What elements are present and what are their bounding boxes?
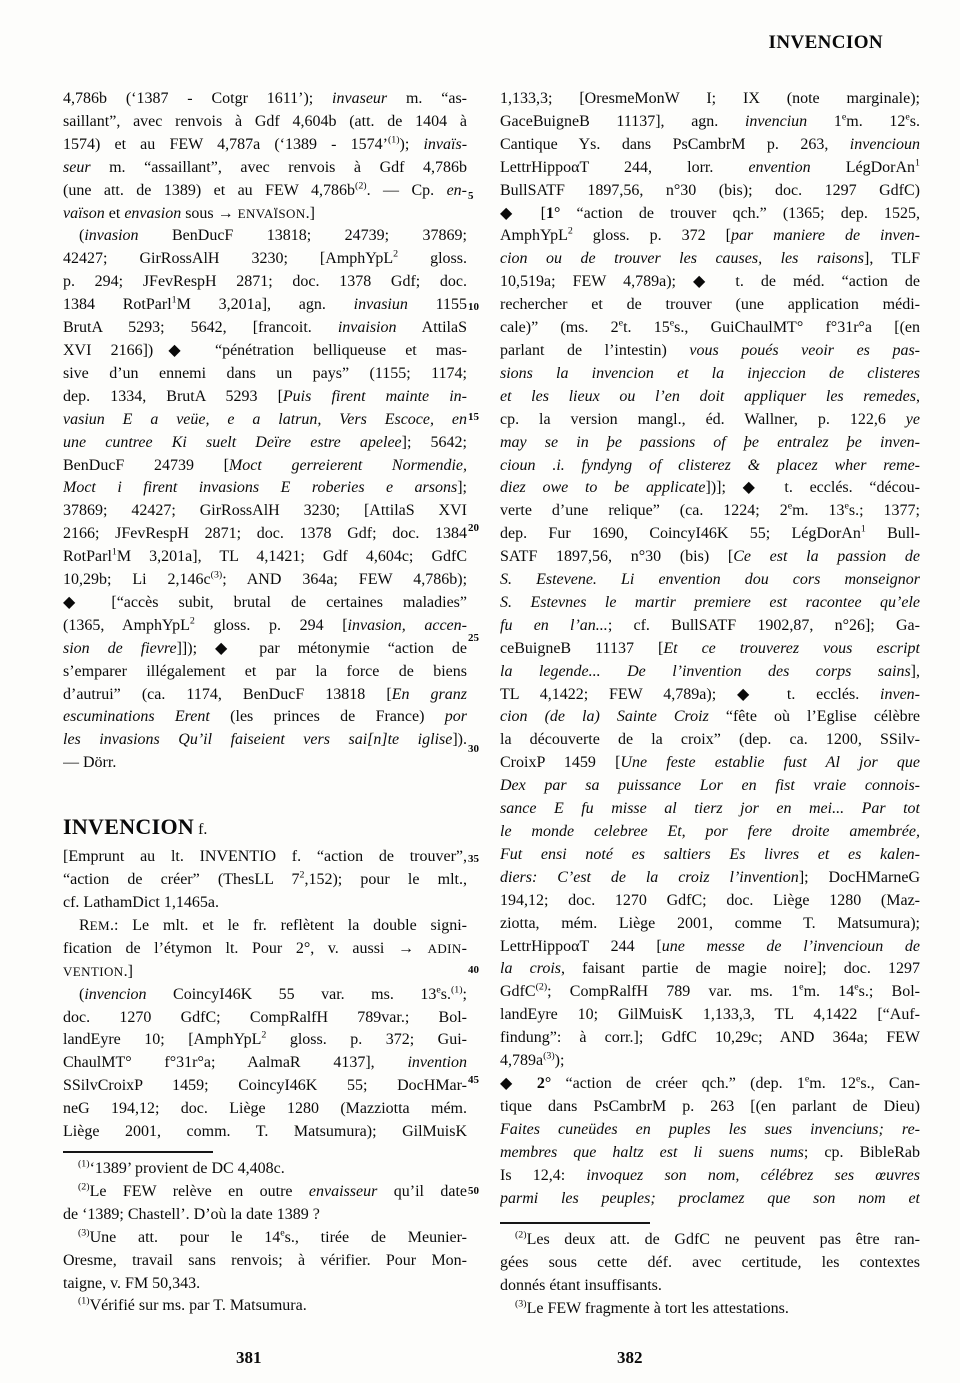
entry-headword (63, 813, 467, 843)
text-line: le monde celebree Et, por fere droite amembrée, (500, 823, 920, 840)
footnote (63, 1158, 467, 1181)
footnote (500, 1298, 920, 1321)
text-line: parlant de l’intestin) vous poués veoir es pas- (500, 341, 920, 359)
text-line: may se in þe passions of þe entralez þe inven- (500, 433, 920, 451)
page-number-left: 381 (236, 1348, 262, 1367)
paragraph (63, 915, 467, 984)
text-line: rechercher et de trouver (une application médi- (500, 296, 920, 314)
text-line: ◆ 2° “action de créer qch.” (dep. 1em. 12es., Can- (500, 1073, 920, 1092)
text-line: diez owe to be applicate])]; ◆ t. ecclés. “décou- (500, 479, 920, 497)
text-line: fu en l’an...; cf. BullSATF 1902,87, n°26]; Ga- (500, 616, 920, 634)
text-line: les invasions Qu’il faiseient vers sai[n]te iglise]). (63, 731, 467, 749)
text-line: 1384 RotParl$^1$M 3,201a], agn. invasiun 1155 (63, 294, 467, 314)
text-line: GdfC$^{(2)}$; CompRalfH 789 var. ms. 1em. 14es.; Bol- (500, 982, 920, 1001)
footnote (500, 1229, 920, 1298)
text-line: une cuntree Ki suelt Deïre estre apelee]; 5642; (63, 433, 467, 451)
text-line: — Dörr. (63, 754, 117, 772)
text-line: 4,786b (‘1387 - Cotgr 1611’); invaseur m. “as- (63, 90, 467, 107)
footnote (63, 1227, 467, 1296)
paragraph (63, 88, 467, 225)
text-line: 10,29b; Li $2,146c^{(3)}$; AND 364a; FEW 4,786b); (63, 569, 467, 589)
text-line: ceBuigneB 11137 [Et ce trouverez vous escript (500, 639, 920, 657)
text-line: XVI 2166])◆ “pénétration belliqueuse et mas- (63, 341, 467, 359)
text-line: doc. 1270 GdfC; CompRalfH 789var.; Bol- (63, 1008, 467, 1026)
text-line: de ‘1389; Chastell’. D’où la date 1389 ? (63, 1205, 320, 1223)
text-line: (invasion BenDucF 13818; 24739; 37869; (79, 227, 467, 245)
line-number: 5 (468, 190, 474, 202)
text-line: cf. LathamDict 1,1465a. (63, 894, 219, 911)
paragraph (63, 984, 467, 1144)
text-line: Oresme, travail sans renvois; à vérifier. Pour Mon- (63, 1251, 467, 1269)
text-line: BullSATF 1897,56, n°30 (bis); doc. 1297 GdfC) (500, 181, 920, 199)
line-number: 40 (468, 963, 479, 976)
text-line: 42427; GirRossAlH 3230; [AmphYpL$^2$ gloss. (63, 249, 467, 268)
text-line: tique dans PsCambrM p. 263 [(en parlant de Dieu) (500, 1097, 920, 1115)
footnote-rule (500, 1222, 650, 1224)
text-line: et les lieux ou l’en doit appliquer les remedes, (500, 387, 920, 405)
text-line: $^{(1)}$Vérifié sur ms. par T. Matsumura. (78, 1296, 307, 1315)
text-line: s’emparer illégalement et par la force de biens (63, 662, 467, 680)
text-line: gées sous cette déf. avec certitude, les contextes (500, 1253, 920, 1271)
text-line: VENTION.] (63, 962, 133, 980)
text-line: landEyre 10; [AmphYpL$^2$ gloss. p. 372; Gui- (63, 1030, 467, 1049)
text-line: 1,133,3; [OresmeMonW I; IX (note marginale); (500, 90, 920, 107)
paragraph (63, 225, 467, 775)
text-line: $4,789a^{(3)}$); (500, 1050, 565, 1070)
text-line: sive d’un ennemi dans un pays” (1155; 1174; (63, 364, 467, 382)
text-line: Fut ensi noté es saltiers Es livres et es kalen- (500, 845, 920, 863)
text-line: RotParl$^1$M 3,201a], TL 4,1421; Gdf 4,604c; GdfC (63, 546, 467, 566)
text-line: la découverte de la croix” (dep. ca. 1200, SSilv- (500, 731, 920, 749)
paragraph (500, 88, 920, 1073)
gutter-line-numbers (468, 0, 492, 1383)
text-line: Dex par sa puissance Lor en fist vraie connois- (500, 777, 920, 795)
text-line: p. 294; JFevRespH 2871; doc. 1378 Gdf; doc. (63, 273, 467, 291)
text-line: (invencion CoincyI46K 55 var. ms. 13es.$^{(1)}$; (79, 984, 467, 1003)
text-line: sion de fievre]]); ◆ par métonymie “action de (63, 639, 467, 657)
text-line: findung”: à corr.]; GdfC 10,29c; AND 364a; FEW (500, 1029, 920, 1047)
footnote (63, 1295, 467, 1318)
text-line: $^{(3)}$Le FEW fragmente à tort les attestations. (515, 1298, 789, 1317)
line-number: 20 (468, 521, 479, 534)
text-line: diers: C’est de la croiz l’invention]; DocHMarneG (500, 868, 920, 886)
text-line: cion (de la) Sainte Croiz “fête où l’Eglise célèbre (500, 708, 920, 726)
part-of-speech: f. (194, 821, 208, 839)
text-line: dep. 1334, BrutA 5293 [Puis firent mainte in- (63, 387, 467, 405)
text-line: $^{(1)}$‘1389’ provient de DC 4,408c. (78, 1158, 285, 1177)
text-line: Is 12,4: invoquez son nom, célébrez ses œuvres (500, 1166, 920, 1184)
paragraph (500, 1073, 920, 1210)
text-line: S. Estevnes le martir premiere est racontee qu’ele (500, 593, 920, 611)
text-line: fication de l’étymon lt. Pour 2°, v. aussi → ADIN- (63, 939, 467, 957)
text-line: ◆ [1° “action de trouver qch.” (1365; dep. 1525, (500, 204, 920, 222)
text-line: membres que haltz est li suens nums; cp. BibleRab (500, 1143, 920, 1161)
text-line: Moct i firent invasions E roberies e arsons]; (63, 479, 467, 497)
text-line: BenDucF 24739 [Moct gerreierent Normendie, (63, 456, 467, 474)
footnote-rule (63, 1151, 213, 1153)
text-line: [Emprunt au lt. INVENTIO f. “action de trouver”, (63, 848, 467, 866)
text-line: Liège 2001, comm. T. Matsumura); GilMuisK (63, 1123, 467, 1141)
text-line: sions la invencion et la injeccion de clisteres (500, 364, 920, 382)
text-line: 37869; 42427; GirRossAlH 3230; [AttilaS XVI (63, 502, 467, 520)
footnotes-section (63, 1151, 467, 1318)
text-line: 10,519a; FEW 4,789a); ◆ t. de méd. “action de (500, 273, 920, 291)
text-line: vasiun E a veüe, e a latrun, Vers Escoce, en (63, 410, 467, 428)
text-line: verte d’une relique” (ca. 1224; 2em. 13es.; 1377; (500, 500, 920, 520)
text-line: cion ou de trouver les causes, les raisons], TLF (500, 250, 920, 268)
text-line: Faites cuneüdes en puples les sues invenciuns; re- (500, 1120, 920, 1138)
text-line: (1365, AmphYpL$^2$ gloss. p. 294 [invasion, accen- (63, 615, 467, 634)
running-head: INVENCION (768, 32, 883, 53)
text-line: landEyre 10; GilMuisK 1,133,3, TL 4,1422 [“Auf- (500, 1006, 920, 1024)
text-line: seur m. “assaillant”, avec renvois à Gdf 4,786b (63, 158, 467, 176)
text-line: cioun .i. fyndyng of clisterez & placez wher reme- (500, 456, 920, 474)
line-number: 15 (468, 411, 479, 423)
text-line: la legende... De l’invention des corps sains], (500, 662, 920, 680)
right-column (500, 88, 920, 1383)
text-line: ChaulMT° f°31r°a; AalmaR 4137], invention (63, 1054, 467, 1072)
text-line: 194,12; doc. 1270 GdfC; doc. Liège 1280 (Maz- (500, 891, 920, 909)
text-line: sance E fu misse al tierz jor en mei... Par tot (500, 800, 920, 818)
text-line: saillant”, avec renvois à Gdf 4,604b (att. de 1404 à (63, 112, 467, 130)
text-line: parmi les peuples; proclamez que son nom et (500, 1189, 920, 1207)
text-line: SSilvCroixP 1459; CoincyI46K 55; DocHMar- (63, 1077, 467, 1095)
text-line: la crois, faisant partie de magie noire]; doc. 1297 (500, 960, 920, 978)
text-line: BrutA 5293; 5642, [francoit. invaision AttilaS (63, 319, 467, 337)
text-line: escuminations Erent (les princes de France) por (63, 708, 467, 726)
text-line: LettrHippoαT 244, lorr. envention LégDorAn$^1$ (500, 157, 920, 176)
line-number: 30 (468, 742, 479, 755)
text-line: $^{(3)}$Une att. pour le 14es., tirée de Meunier- (78, 1227, 467, 1246)
line-number: 10 (468, 300, 479, 313)
text-line: cale)” (ms. 2et. 15es., GuiChaulMT° f°31r°a [(en (500, 317, 920, 337)
text-line: SATF 1897,56, n°30 (bis) [Ce est la passion de (500, 548, 920, 566)
page-number-right: 382 (617, 1348, 643, 1367)
text-line: 2166; JFevRespH 2871; doc. 1378 Gdf; doc. 1384 (63, 525, 467, 543)
text-line: d’autrui” (ca. 1174, BenDucF 13818 [En granz (63, 685, 467, 703)
text-line: dep. Fur 1690, CoincyI46K 55; LégDorAn$^1$ Bull- (500, 523, 920, 543)
text-line: ◆ [“accès subit, brutal de certaines maladies” (63, 593, 467, 611)
text-line: cp. la version mangl., éd. Wallner, p. 122,6 ye (500, 410, 920, 428)
headword-text: INVENCION (63, 814, 195, 840)
text-line: “action de créer” (ThesLL $7^2,152$); pour le mlt., (63, 869, 467, 889)
line-number: 50 (468, 1184, 479, 1197)
footnote (63, 1181, 467, 1227)
text-line: 1574) et au FEW 4,787a (‘1389 - 1574’$^{(1)}$); invaïs- (63, 134, 467, 153)
line-number: 45 (468, 1074, 479, 1086)
text-line: (une att. de 1389) et au FEW $4,786b^{(2)}$. — Cp. en- (63, 180, 467, 199)
text-line: donnés étant insuffisants. (500, 1276, 662, 1294)
text-line: S. Estevene. Li envention dou cors monseignor (500, 571, 920, 589)
text-line: $^{(2)}$Les deux att. de GdfC ne peuvent pas être ran- (515, 1229, 920, 1248)
text-line: CroixP 1459 [Une feste establie fust Al jor que (500, 754, 920, 772)
text-line: taigne, v. FM 50,343. (63, 1274, 201, 1292)
text-line: ziotta, mém. Liège 2001, comme T. Matsumura); (500, 914, 920, 932)
footnotes-section (500, 1222, 920, 1321)
text-line: Cantique Ys. dans PsCambrM p. 263, invencioun (500, 135, 920, 153)
text-line: neG 194,12; doc. Liège 1280 (Mazziotta mém. (63, 1100, 467, 1118)
text-line: $^{(2)}$Le FEW relève en outre envaisseur qu’il date (78, 1181, 467, 1200)
paragraph (63, 846, 467, 915)
text-line: GaceBuigneB 11137], agn. invenciun 1em. 12es. (500, 111, 920, 130)
text-line: AmphYpL$^2$ gloss. p. 372 [par maniere de inven- (500, 226, 920, 245)
line-number: 35 (468, 853, 479, 865)
line-number: 25 (468, 632, 479, 644)
left-column (63, 88, 467, 1383)
text-line: TL 4,1422; FEW 4,789a); ◆ t. ecclés. inven- (500, 685, 920, 703)
text-line: REM.: Le mlt. et le fr. reflètent la double signi- (79, 916, 467, 934)
text-line: LettrHippoαT 244 [une messe de l’invencioun de (500, 937, 920, 955)
text-line: vaïson et envasion sous → ENVAÏSON.] (63, 204, 315, 222)
